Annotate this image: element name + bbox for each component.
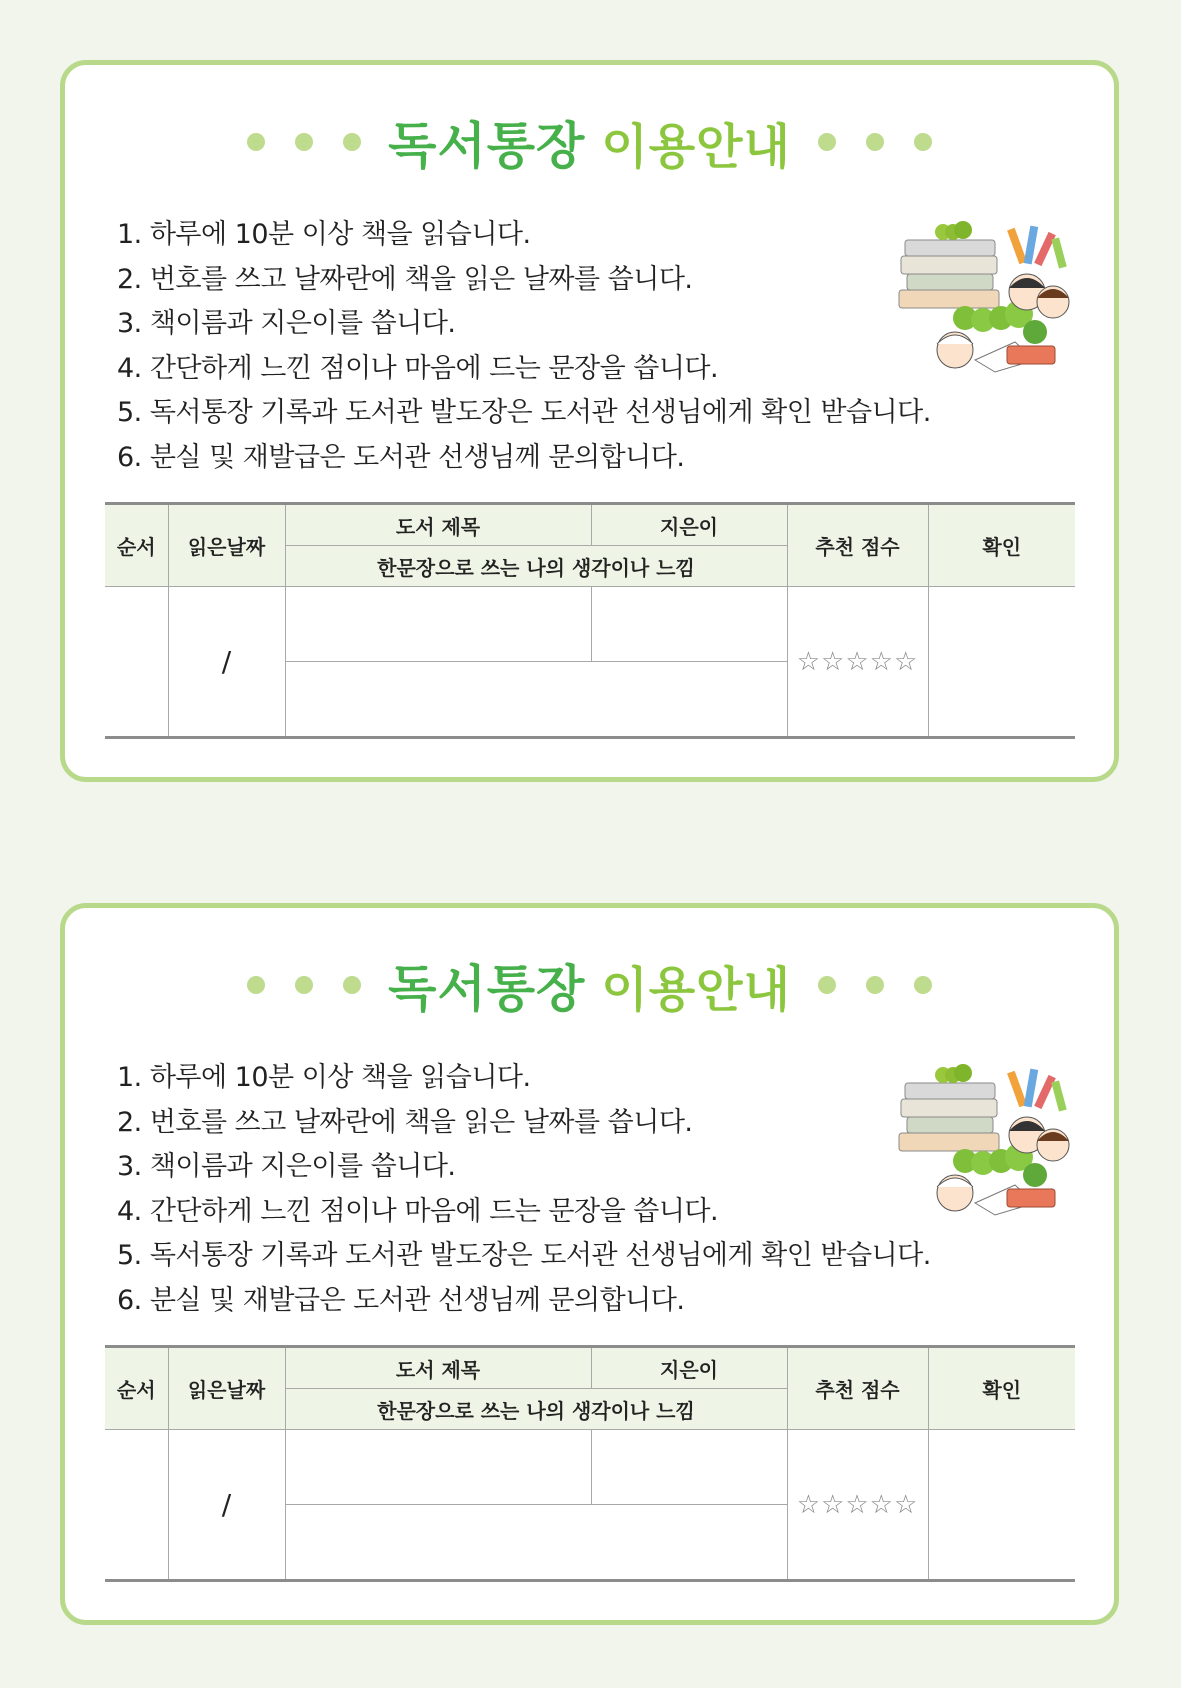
reading-log-table [105,1345,1075,1582]
cell-rating[interactable] [787,1430,928,1581]
title-sub: 이용안내 [601,961,791,1018]
usage-rules-list [117,213,931,481]
dot [914,133,932,151]
rule-item: 5. 독서통장 기록과 도서관 발도장은 도서관 선생님에게 확인 받습니다. [117,1240,931,1272]
header-order: 순서 [105,1347,168,1430]
cell-confirm[interactable] [928,587,1075,738]
rule-item: 4. 간단하게 느낀 점이나 마음에 드는 문장을 씁니다. [117,1195,719,1227]
dot [295,976,313,994]
date-slash: / [221,1488,232,1521]
rating-stars[interactable]: ☆☆☆☆☆ [796,646,919,677]
cell-date[interactable] [168,1430,285,1581]
cell-book-title[interactable] [285,1430,591,1505]
dot [818,976,836,994]
cell-confirm[interactable] [928,1430,1075,1581]
dot [343,976,361,994]
dot [343,133,361,151]
header-thoughts: 한문장으로 쓰는 나의 생각이나 느낌 [285,1389,787,1430]
rule-item: 5. 독서통장 기록과 도서관 발도장은 도서관 선생님에게 확인 받습니다. [117,397,931,429]
header-date: 읽은날짜 [168,1347,285,1430]
dot [818,133,836,151]
title-main: 독서통장 [388,117,586,175]
dot [866,133,884,151]
title-sub: 이용안내 [601,118,791,175]
cell-author[interactable] [591,587,787,662]
rule-item: 6. 분실 및 재발급은 도서관 선생님께 문의합니다. [117,1284,685,1316]
rule-item: 2. 번호를 쓰고 날짜란에 책을 읽은 날짜를 씁니다. [117,1106,693,1138]
rule-item: 2. 번호를 쓰고 날짜란에 책을 읽은 날짜를 씁니다. [117,263,693,295]
header-book-title: 도서 제목 [285,504,591,546]
header-book-title: 도서 제목 [285,1347,591,1389]
books-kids-illustration [895,1053,1085,1218]
header-rating: 추천 점수 [787,1347,928,1430]
header-author: 지은이 [591,504,787,546]
cell-rating[interactable] [787,587,928,738]
dot [295,133,313,151]
dot [247,976,265,994]
title-dots-left [232,976,376,994]
cell-order[interactable] [105,587,168,738]
title-dots-right [803,133,947,151]
rule-item: 4. 간단하게 느낀 점이나 마음에 드는 문장을 씁니다. [117,352,719,384]
rating-stars[interactable]: ☆☆☆☆☆ [796,1489,919,1520]
reading-passbook-card [60,903,1119,1625]
dot [914,976,932,994]
dot [247,133,265,151]
header-rating: 추천 점수 [787,504,928,587]
reading-passbook-card [60,60,1119,782]
cell-order[interactable] [105,1430,168,1581]
header-order: 순서 [105,504,168,587]
books-kids-illustration [895,210,1085,375]
usage-rules-list [117,1056,931,1324]
title-main: 독서통장 [388,960,586,1018]
header-date: 읽은날짜 [168,504,285,587]
title-dots-left [232,133,376,151]
rule-item: 1. 하루에 10분 이상 책을 읽습니다. [117,1062,531,1093]
cell-thoughts[interactable] [285,662,787,738]
header-thoughts: 한문장으로 쓰는 나의 생각이나 느낌 [285,546,787,587]
rule-item: 1. 하루에 10분 이상 책을 읽습니다. [117,219,531,250]
card-title-row [65,105,1114,179]
title-dots-right [803,976,947,994]
header-confirm: 확인 [928,504,1075,587]
reading-log-table [105,502,1075,739]
cell-date[interactable] [168,587,285,738]
rule-item: 6. 분실 및 재발급은 도서관 선생님께 문의합니다. [117,441,685,473]
cell-thoughts[interactable] [285,1505,787,1581]
cell-author[interactable] [591,1430,787,1505]
dot [866,976,884,994]
card-title-row [65,948,1114,1022]
header-confirm: 확인 [928,1347,1075,1430]
cell-book-title[interactable] [285,587,591,662]
header-author: 지은이 [591,1347,787,1389]
rule-item: 3. 책이름과 지은이를 씁니다. [117,1151,456,1183]
rule-item: 3. 책이름과 지은이를 씁니다. [117,308,456,340]
date-slash: / [221,645,232,678]
